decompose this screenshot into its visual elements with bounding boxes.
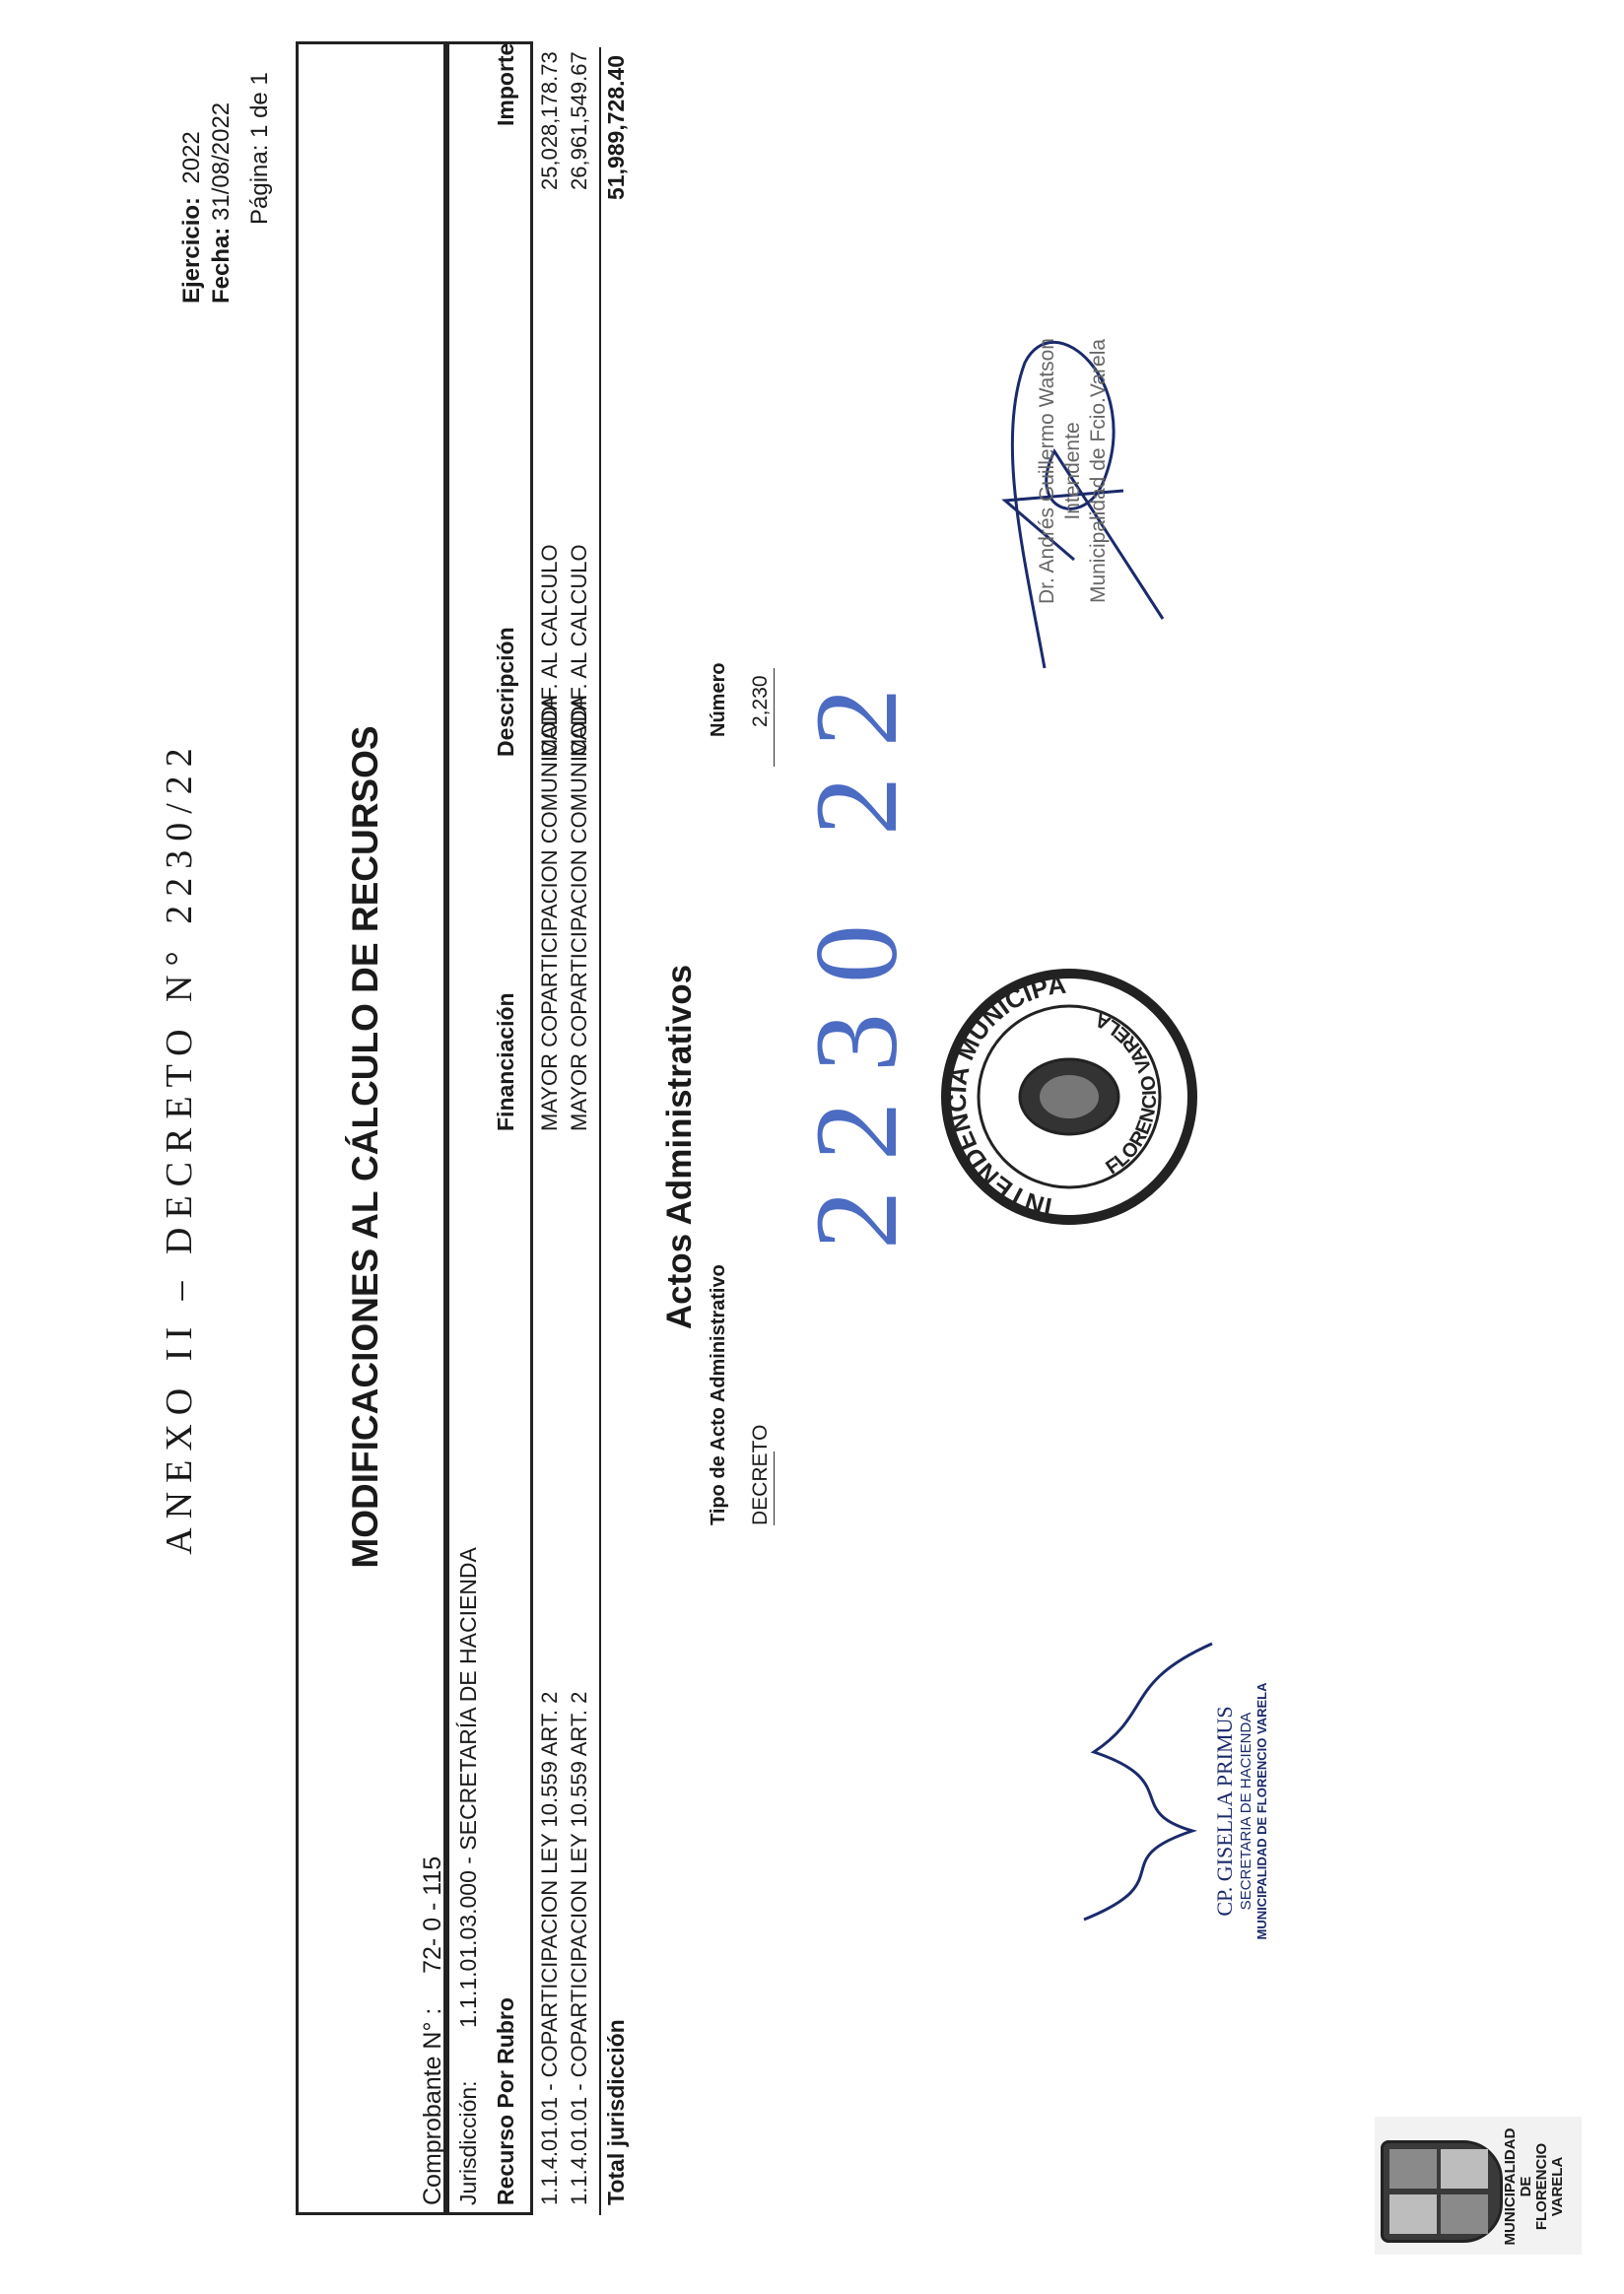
actos-tipo-header: Tipo de Acto Administrativo xyxy=(708,1264,729,1525)
jurisdiccion-label: Jurisdicción: xyxy=(455,2080,481,2205)
signature-icon-2 xyxy=(1064,1624,1222,1939)
actos-tipo-value: DECRETO xyxy=(749,1424,772,1525)
sig2-line-2: SECRETARIA DE HACIENDA xyxy=(1238,1712,1254,1911)
header-meta xyxy=(177,102,237,304)
row-2-descripcion: MODIF. AL CALCULO xyxy=(567,544,591,757)
row-1-importe: 25,028,178.73 xyxy=(537,51,562,190)
jurisdiccion-value: 1.1.1.01.03.000 - SECRETARÍA DE HACIENDA xyxy=(455,1547,481,2028)
coat-of-arms-icon xyxy=(1381,2140,1503,2243)
signature-secretaria xyxy=(1064,1624,1269,1998)
total-label: Total jurisdicción xyxy=(603,2019,629,2205)
signature-intendente xyxy=(985,304,1187,678)
comprobante-label: Comprobante N° : xyxy=(419,2007,446,2205)
sig1-line-2: Intendente xyxy=(1061,422,1084,520)
header-financiacion: Financiación xyxy=(493,992,518,1131)
signature-intendente-caption xyxy=(1035,294,1112,648)
total-value: 51,989,728.40 xyxy=(603,54,629,200)
total-rule xyxy=(599,47,601,2215)
fecha-label: Fecha: xyxy=(208,227,235,304)
logo-line-2: DE xyxy=(1518,2176,1534,2197)
seal-text-top: INTENDENCIA MUNICIPA xyxy=(941,969,1068,1223)
logo-line-1: MUNICIPALIDAD xyxy=(1502,2127,1519,2246)
report-title: MODIFICACIONES AL CÁLCULO DE RECURSOS xyxy=(345,725,385,1569)
row-1-recurso: 1.1.4.01.01 - COPARTICIPACION LEY 10.559 ART. 2 xyxy=(537,1691,562,2205)
fecha-value: 31/08/2022 xyxy=(208,101,235,221)
seal-text-bottom: FLORENCIO VARELA xyxy=(1091,1007,1162,1180)
actos-tipo-underline xyxy=(774,1451,775,1525)
handwritten-decree-number: 2230 22 xyxy=(790,658,921,1249)
logo-line-3: FLORENCIO VARELA xyxy=(1533,2142,1566,2231)
row-1-financiacion: MAYOR COPARTICIPACION COMUNICADA xyxy=(537,695,562,1131)
ejercicio-value: 2022 xyxy=(178,131,205,184)
municipal-seal xyxy=(936,964,1207,1230)
actos-numero-header: Número xyxy=(708,662,729,737)
municipality-logo xyxy=(1375,2117,1582,2255)
actos-title: Actos Administrativos xyxy=(660,964,699,1330)
page-number: Página: 1 de 1 xyxy=(246,72,273,225)
header-importe: Importe xyxy=(493,42,518,126)
document-title: ANEXO II – DECRETO N° 2230/22 xyxy=(159,739,200,1555)
actos-numero-value: 2,230 xyxy=(749,675,772,727)
comprobante-value: 72- 0 - 115 xyxy=(419,1855,446,1974)
row-1-descripcion: MODIF. AL CALCULO xyxy=(537,544,562,757)
row-2-importe: 26,961,549.67 xyxy=(567,51,591,190)
sig2-line-3: MUNICIPALIDAD DE FLORENCIO VARELA xyxy=(1254,1682,1269,1940)
header-descripcion: Descripción xyxy=(493,627,518,757)
header-recurso: Recurso Por Rubro xyxy=(493,1997,518,2205)
actos-numero-underline xyxy=(774,668,775,767)
row-2-recurso: 1.1.4.01.01 - COPARTICIPACION LEY 10.559 ART. 2 xyxy=(567,1691,591,2205)
sig1-line-1: Dr. Andrés Guillermo Watson xyxy=(1036,338,1058,604)
ejercicio-label: Ejercicio: xyxy=(178,196,205,304)
row-2-financiacion: MAYOR COPARTICIPACION COMUNICADA xyxy=(567,695,591,1131)
logo-caption xyxy=(1503,2123,1566,2251)
seal-icon xyxy=(936,964,1202,1230)
sig1-line-3: Municipalidad de Fcio.Varela xyxy=(1087,338,1110,604)
sig2-line-1: CP. GISELLA PRIMUS xyxy=(1212,1706,1237,1917)
